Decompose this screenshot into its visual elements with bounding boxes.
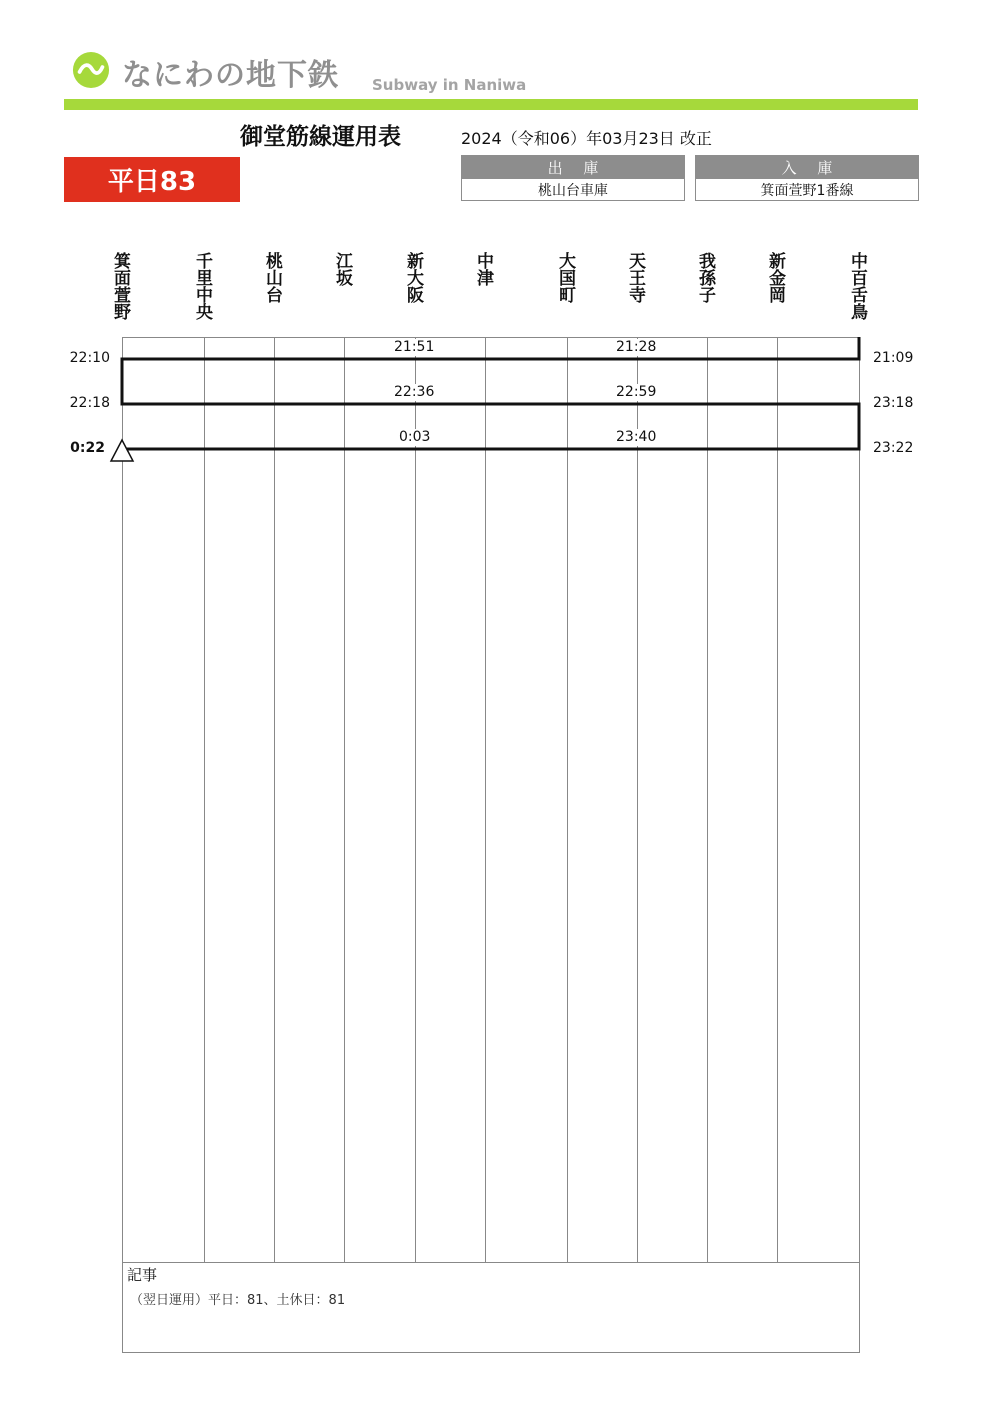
grid-lines (123, 337, 860, 1353)
station-label: 千里中央 (192, 252, 212, 320)
time-right: 23:22 (873, 440, 914, 456)
station-label: 中津 (473, 252, 493, 286)
station-label: 新大阪 (403, 252, 423, 303)
time-left-final: 0:22 (70, 440, 105, 456)
station-label: 中百舌鳥 (847, 252, 867, 320)
page-title: 御堂筋線運用表 (240, 124, 401, 150)
route-line (122, 337, 859, 449)
depot-out-value: 桃山台車庫 (461, 179, 685, 201)
station-label: 新金岡 (765, 252, 785, 303)
depot-in-value: 箕面萱野1番線 (695, 179, 919, 201)
grid-frame (123, 338, 860, 1263)
time-tennoji: 22:59 (616, 384, 657, 400)
revision-date: 2024（令和06）年03月23日 改正 (461, 129, 712, 148)
time-left: 22:10 (69, 350, 110, 366)
time-shin-osaka: 22:36 (394, 384, 435, 400)
station-label: 天王寺 (625, 252, 645, 303)
notes-title: 記事 (127, 1266, 158, 1284)
time-tennoji: 23:40 (616, 429, 657, 445)
brand-subtitle: Subway in Naniwa (372, 76, 527, 94)
time-shin-osaka: 21:51 (394, 339, 435, 355)
station-label: 大国町 (555, 252, 575, 303)
station-label: 箕面萱野 (110, 252, 130, 320)
station-label: 江坂 (332, 252, 352, 286)
station-label: 桃山台 (262, 252, 282, 303)
time-right: 23:18 (873, 395, 914, 411)
schedule-badge: 平日83 (64, 157, 240, 202)
brand-name: なにわの地下鉄 (122, 58, 339, 93)
time-shin-osaka: 0:03 (399, 429, 431, 445)
depot-out-header: 出 庫 (461, 155, 685, 179)
depot-in-header: 入 庫 (695, 155, 919, 179)
time-left: 22:18 (69, 395, 110, 411)
time-right: 21:09 (873, 350, 914, 366)
notes-body: （翌日運用）平日：81、土休日：81 (130, 1293, 346, 1308)
time-tennoji: 21:28 (616, 339, 657, 355)
station-label: 我孫子 (695, 252, 715, 303)
